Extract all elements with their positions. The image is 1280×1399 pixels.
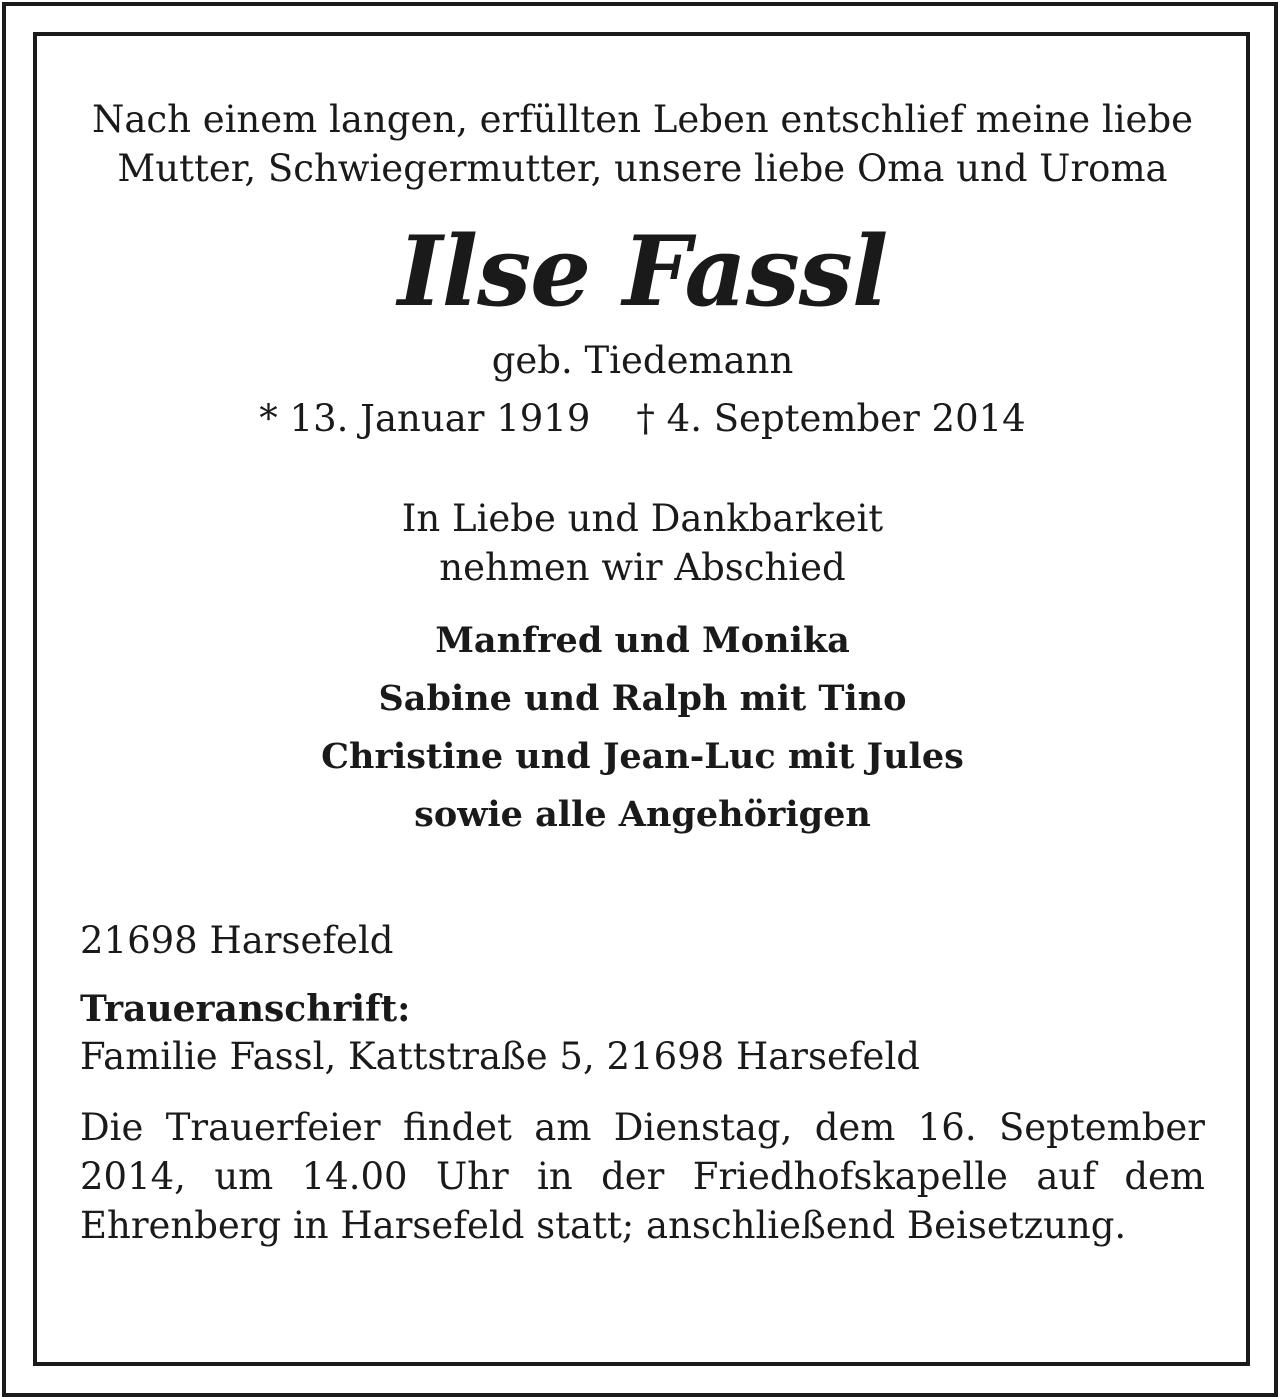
service-line-1: Die Trauerfeier findet am Dienstag, dem 16. September bbox=[80, 1106, 1205, 1149]
intro-line-2: Mutter, Schwiegermutter, unsere liebe Oma und Uroma bbox=[117, 147, 1168, 190]
service-info bbox=[80, 1103, 1205, 1250]
birth-name: geb. Tiedemann bbox=[491, 339, 794, 382]
mourner-line: Manfred und Monika bbox=[435, 620, 850, 661]
deceased-name: Ilse Fassl bbox=[397, 215, 888, 328]
address-label: Traueranschrift: bbox=[80, 988, 411, 1030]
obituary-notice bbox=[80, 95, 1205, 1250]
death-date: † 4. September 2014 bbox=[636, 397, 1026, 440]
service-line-3: Ehrenberg in Harsefeld statt; anschließend Beisetzung. bbox=[80, 1204, 1127, 1247]
mourners-list bbox=[80, 612, 1205, 844]
mourner-line: Sabine und Ralph mit Tino bbox=[378, 678, 907, 719]
place: 21698 Harsefeld bbox=[80, 919, 394, 962]
intro-text bbox=[80, 95, 1205, 193]
life-dates bbox=[80, 395, 1205, 443]
mourning-address: Familie Fassl, Kattstraße 5, 21698 Harsefeld bbox=[80, 1035, 920, 1078]
intro-line-1: Nach einem langen, erfüllten Leben entschlief meine liebe bbox=[91, 98, 1194, 141]
farewell-line-2: nehmen wir Abschied bbox=[439, 546, 846, 589]
mourner-line: Christine und Jean-Luc mit Jules bbox=[321, 736, 964, 777]
farewell-line-1: In Liebe und Dankbarkeit bbox=[401, 497, 884, 540]
birth-date: * 13. Januar 1919 bbox=[259, 397, 591, 440]
farewell-text bbox=[80, 494, 1205, 592]
service-line-2: 2014, um 14.00 Uhr in der Friedhofskapelle auf dem bbox=[80, 1155, 1205, 1198]
mourner-line: sowie alle Angehörigen bbox=[414, 794, 871, 835]
